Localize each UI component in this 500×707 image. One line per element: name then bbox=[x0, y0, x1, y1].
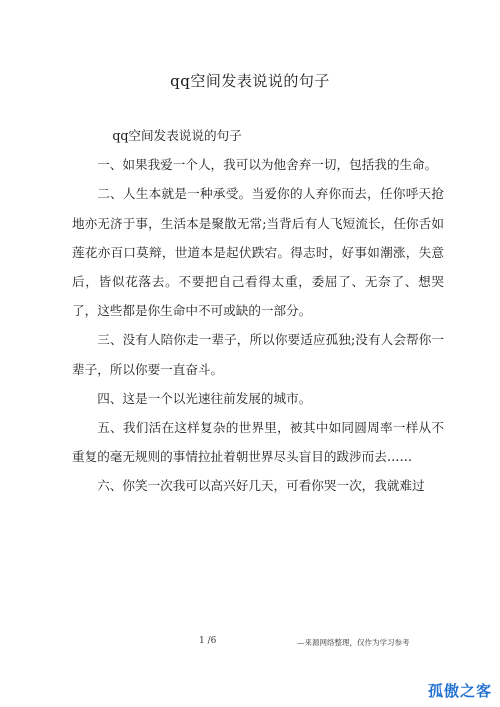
paragraph-subtitle: qq空间发表说说的句子 bbox=[112, 128, 242, 143]
page-number: 1 /6 bbox=[199, 636, 217, 646]
document-title: qq空间发表说说的句子 bbox=[170, 72, 330, 90]
watermark-logo: 孤傲之客 bbox=[427, 682, 492, 700]
paragraph-4: 四、这是一个以光速往前发展的城市。 bbox=[97, 390, 312, 406]
document-body bbox=[72, 121, 444, 501]
paragraph-2: 二、人生本就是一种承受。当爱你的人弃你而去，任你呼天抢地亦无济于事，生活本是聚散无常;当背后有人飞短流长，任你舌如莲花亦百口莫辩，世道本是起伏跌宕。得志时，好事如潮涨，失意后，皆似花落去。不要把自己看得太重，委屈了、无奈了、想哭了，这些都是你生命中不可或缺的一部分。 bbox=[72, 186, 444, 319]
paragraph-5: 五、我们活在这样复杂的世界里，被其中如同圆周率一样从不重复的毫无规则的事情拉扯着朝世界尽头盲目的跋涉而去…… bbox=[72, 420, 444, 465]
footer-note: —来源网络整理，仅作为学习参考 bbox=[297, 638, 410, 647]
paragraph-1: 一、如果我爱一个人，我可以为他舍弃一切，包括我的生命。 bbox=[97, 157, 438, 173]
paragraph-6: 六、你笑一次我可以高兴好几天，可看你哭一次，我就难过 bbox=[97, 478, 425, 494]
page-footer bbox=[0, 636, 500, 652]
paragraph-3: 三、没有人陪你走一辈子，所以你要适应孤独;没有人会帮你一辈子，所以你要一直奋斗。 bbox=[72, 332, 444, 377]
